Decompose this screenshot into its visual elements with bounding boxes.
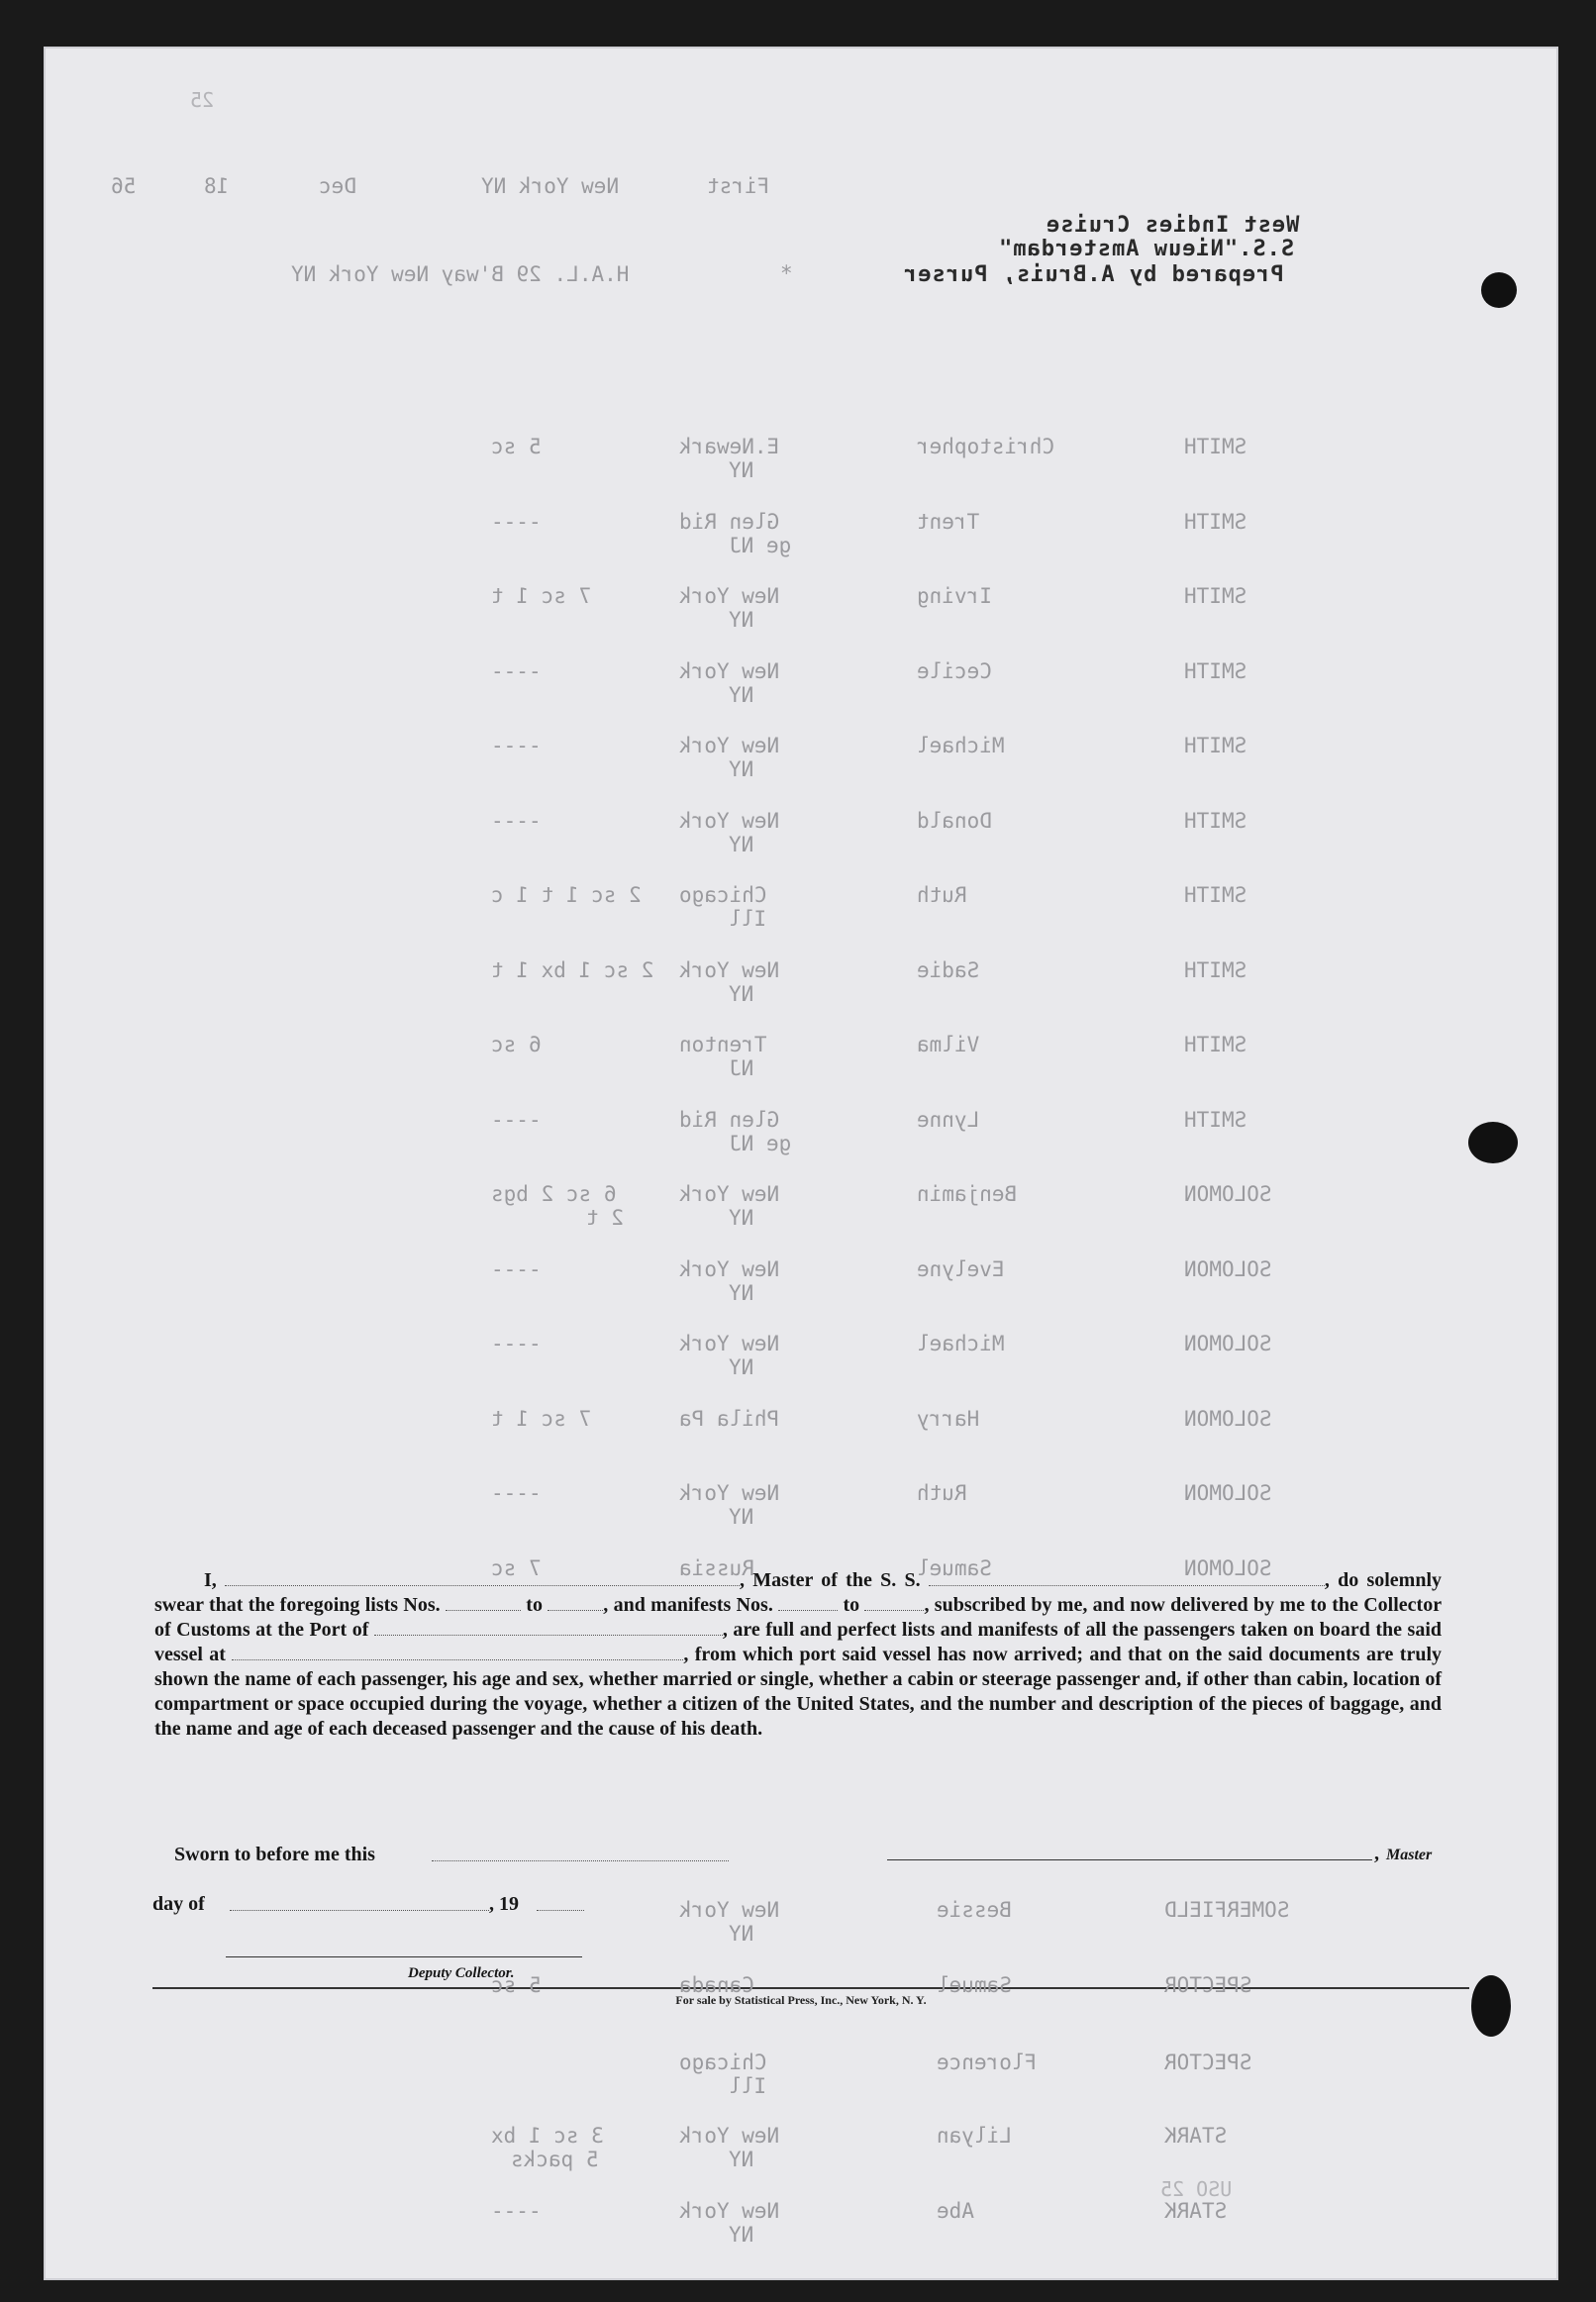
passenger-surname: SOMERFIELD — [1164, 1898, 1290, 1922]
passenger-state: NY — [729, 1206, 754, 1230]
passenger-surname: SMITH — [1184, 883, 1247, 907]
passenger-state: NY — [729, 608, 754, 632]
passenger-state: ge NJ — [729, 1132, 792, 1155]
passenger-baggage-extra: 2 t — [586, 1206, 624, 1230]
oath-subscribed: , subscribed by me, and now — [924, 1594, 1165, 1616]
passenger-baggage: ---- — [491, 2199, 542, 2223]
passenger-state: NY — [729, 458, 754, 482]
passenger-city: New York — [679, 1332, 780, 1355]
passenger-state: NY — [729, 2223, 754, 2247]
oath-solemnly: , do solemnly — [1324, 1569, 1443, 1591]
oath-i: I, — [204, 1569, 217, 1591]
passenger-given-name: Cecile — [917, 659, 992, 683]
asterisk: * — [780, 261, 793, 285]
passenger-baggage: 7 sc 1 t — [491, 584, 592, 608]
oath-master-of: , Master of the S. S. — [740, 1569, 921, 1591]
manifests-from-field[interactable] — [778, 1596, 838, 1611]
passenger-state: NY — [729, 757, 754, 781]
passenger-given-name: Ruth — [917, 883, 967, 907]
ship-name: S.S."Nieuw Amsterdam" — [998, 237, 1295, 261]
passenger-given-name: Donald — [917, 809, 992, 833]
passenger-baggage: 5 sc — [491, 1973, 542, 1997]
passenger-surname: SMITH — [1184, 958, 1247, 982]
passenger-baggage: ---- — [491, 1332, 542, 1355]
passenger-given-name: Trent — [917, 510, 980, 534]
document-page: 25 First New York NY Dec 18 56 West Indies Cruise S.S."Nieuw Amsterdam" Prepared by A.Bruis, Purser * H.A.L. 29 B'way New York NY USO 25 I, , Master of the S. S. , do solemnly swear that the foregoing lists Nos. to , and manifests Nos. to , subscribed by me, and now delivered by me to the Collector of Customs at the Port of , are full and perfect lists and manifests of all the passengers taken on board the said vessel at , from which port said vessel has now arrived; and that on the said documents are truly shown the name of each passenger, his age and sex, whether married or single, whether a cabin or steerage passenger and, if other than cabin, location of compartment or space occupied during the voyage, whether a citizen of the United States, and the number and description of the pieces of baggage, and the name and age of each deceased passenger and the cause of his death. Sworn to before me this , Master day of , 19 Deputy Collector. For sale by Statistical Press, Inc., New York, N. Y. SMITH Christopher E.Newark NY 5 sc SMITH Trent Glen Rid ge NJ ---- SMITH Irving New York NY 7 sc 1 t SMITH Cecile New York NY ---- SMITH Michael New York NY ---- SMITH Donald New York NY ---- SMITH Ruth Chicago Ill 2 sc 1 t 1 c SMITH Sadie New York NY 2 sc 1 bx 1 t SMITH Vilma Trenton NJ 6 sc SMITH Lynne Glen Rid ge NJ ---- SOLOMON Benjamin New York NY 6 sc 2 bgs 2 t SOLOMON Evelyne New York NY ---- SOLOMON Michael New York NY ---- SOLOMON Harry Phila Pa 7 sc 1 t SOLOMON Ruth New York NY ---- SOLOMON Samuel Russia 7 sc SOMERFIELD Bessie New York NY SPECTOR Samuel Canada 5 sc SPECTOR Florence Chicago Ill STARK Lilyan New York NY 3 sc 1 bx 5 packs STARK Abe New York NY ---- — [44, 47, 1558, 2280]
oath-paragraph — [154, 1568, 1442, 1742]
passenger-surname: STARK — [1164, 2199, 1228, 2223]
passenger-baggage: 2 sc 1 bx 1 t — [491, 958, 654, 982]
cruise-title: West Indies Cruise — [1046, 213, 1300, 238]
passenger-surname: SMITH — [1184, 510, 1247, 534]
date-month: Dec — [319, 174, 356, 198]
passenger-baggage: ---- — [491, 1108, 542, 1132]
passenger-surname: SMITH — [1184, 734, 1247, 757]
passenger-state: NY — [729, 1281, 754, 1305]
passenger-given-name: Ruth — [917, 1481, 967, 1505]
passenger-given-name: Samuel — [937, 1973, 1012, 1997]
date-port: New York NY — [481, 174, 620, 198]
passenger-surname: SOLOMON — [1184, 1332, 1272, 1355]
oath-to-1: to — [526, 1594, 543, 1616]
passenger-surname: SMITH — [1184, 1108, 1247, 1132]
printer-footer: For sale by Statistical Press, Inc., New York, N. Y. — [675, 1993, 927, 2007]
passenger-given-name: Sadie — [917, 958, 980, 982]
passenger-city: Canada — [679, 1973, 754, 1997]
passenger-surname: SPECTOR — [1164, 1973, 1252, 1997]
sworn-day-field[interactable] — [432, 1860, 729, 1861]
footer-rule — [152, 1987, 1469, 1989]
passenger-baggage: ---- — [491, 809, 542, 833]
passenger-state: NY — [729, 1922, 754, 1946]
passenger-given-name: Samuel — [917, 1556, 992, 1580]
passenger-baggage: ---- — [491, 1481, 542, 1505]
punch-hole-top — [1481, 272, 1517, 308]
passenger-city: New York — [679, 958, 780, 982]
passenger-state: Ill — [729, 907, 766, 931]
passenger-surname: SPECTOR — [1164, 2051, 1252, 2074]
passenger-baggage: 3 sc 1 bx — [491, 2124, 604, 2148]
passenger-baggage: 7 sc — [491, 1556, 542, 1580]
passenger-city: New York — [679, 1898, 780, 1922]
passenger-given-name: Florence — [937, 2051, 1038, 2074]
passenger-given-name: Michael — [917, 1332, 1005, 1355]
year-label: , 19 — [489, 1893, 519, 1915]
punch-hole-middle — [1468, 1122, 1518, 1163]
passenger-surname: STARK — [1164, 2124, 1228, 2148]
passenger-state: NJ — [729, 1056, 754, 1080]
passenger-given-name: Benjamin — [917, 1182, 1018, 1206]
oath-lists-nos: swear that the foregoing lists Nos. — [154, 1594, 441, 1616]
passenger-given-name: Vilma — [917, 1033, 980, 1056]
oath-manifests-nos: , and manifests Nos. — [603, 1594, 773, 1616]
passenger-baggage: ---- — [491, 1257, 542, 1281]
passenger-state: Ill — [729, 2074, 766, 2098]
passenger-city: Glen Rid — [679, 1108, 780, 1132]
passenger-surname: SMITH — [1184, 584, 1247, 608]
deputy-signature-line[interactable] — [226, 1956, 582, 1957]
master-name-field[interactable] — [225, 1571, 740, 1586]
passenger-given-name: Christopher — [917, 435, 1055, 458]
passenger-city: Russia — [679, 1556, 754, 1580]
bottom-number: USO 25 — [1160, 2177, 1233, 2201]
oath-to-2: to — [843, 1594, 860, 1616]
passenger-surname: SMITH — [1184, 659, 1247, 683]
passenger-state: NY — [729, 2148, 754, 2171]
passenger-city: Chicago — [679, 883, 767, 907]
deputy-collector-label: Deputy Collector. — [408, 1965, 515, 1981]
oath-full-perfect: , are full and perfect lists and — [722, 1619, 973, 1641]
passenger-given-name: Evelyne — [917, 1257, 1005, 1281]
oath-from-which: , from which — [683, 1644, 794, 1665]
address: H.A.L. 29 B'way New York NY — [291, 262, 630, 286]
passenger-given-name: Michael — [917, 734, 1005, 757]
passenger-city: Chicago — [679, 2051, 767, 2074]
manifests-to-field[interactable] — [864, 1596, 924, 1611]
passenger-city: New York — [679, 2199, 780, 2223]
oath-collector: delivered by me to the Collector of Customs at the Port of — [154, 1594, 1443, 1641]
passenger-city: New York — [679, 1481, 780, 1505]
passenger-surname: SOLOMON — [1184, 1182, 1272, 1206]
date-day: 18 — [204, 174, 230, 198]
passenger-baggage: 7 sc 1 t — [491, 1407, 592, 1431]
passenger-city: Glen Rid — [679, 510, 780, 534]
passenger-baggage: ---- — [491, 510, 542, 534]
passenger-city: New York — [679, 809, 780, 833]
passenger-city: New York — [679, 659, 780, 683]
lists-to-field[interactable] — [548, 1596, 603, 1611]
year-field[interactable] — [537, 1910, 584, 1911]
embark-port-field[interactable] — [232, 1646, 683, 1660]
passenger-baggage: 2 sc 1 t 1 c — [491, 883, 642, 907]
passenger-baggage: 6 sc 2 bgs — [491, 1182, 617, 1206]
passenger-baggage: ---- — [491, 659, 542, 683]
passenger-city: New York — [679, 1257, 780, 1281]
passenger-given-name: Harry — [917, 1407, 980, 1431]
passenger-state: NY — [729, 982, 754, 1006]
day-of-field[interactable] — [230, 1910, 489, 1911]
passenger-state: NY — [729, 833, 754, 856]
day-of-label: day of — [152, 1893, 205, 1915]
passenger-given-name: Irving — [917, 584, 992, 608]
passenger-baggage: ---- — [491, 734, 542, 757]
port-field[interactable] — [374, 1621, 723, 1636]
passenger-surname: SMITH — [1184, 1033, 1247, 1056]
passenger-city: New York — [679, 2124, 780, 2148]
master-label: Master — [1386, 1847, 1433, 1863]
passenger-city: Phila Pa — [679, 1407, 780, 1431]
passenger-state: ge NJ — [729, 534, 792, 557]
passenger-surname: SMITH — [1184, 435, 1247, 458]
passenger-state: NY — [729, 1505, 754, 1529]
oath-body: port said vessel has now arrived; and that on the said documents are truly shown the name of each passenger, his age and sex, whether married or single, whether a cabin or steerage passenger and, if other than cabin, location of compartment or space occupied during the voyage, whether a citizen of the United States, and the number and description of the pieces of baggage, and the name and age of each deceased passenger and the cause of his death. — [154, 1644, 1443, 1740]
passenger-surname: SOLOMON — [1184, 1407, 1272, 1431]
preparer: Prepared by A.Bruis, Purser — [903, 262, 1284, 287]
passenger-given-name: Lilyan — [937, 2124, 1012, 2148]
passenger-baggage: 5 sc — [491, 435, 542, 458]
passenger-given-name: Abe — [937, 2199, 974, 2223]
passenger-city: New York — [679, 734, 780, 757]
top-left-number: 25 — [190, 88, 215, 112]
date-first: First — [707, 174, 770, 198]
passenger-surname: SMITH — [1184, 809, 1247, 833]
passenger-state: NY — [729, 683, 754, 707]
date-year: 56 — [111, 174, 137, 198]
passenger-surname: SOLOMON — [1184, 1257, 1272, 1281]
passenger-city: Trenton — [679, 1033, 767, 1056]
passenger-surname: SOLOMON — [1184, 1481, 1272, 1505]
passenger-given-name: Bessie — [937, 1898, 1012, 1922]
passenger-city: E.Newark — [679, 435, 780, 458]
passenger-baggage-extra: 5 packs — [511, 2148, 599, 2171]
passenger-baggage: 6 sc — [491, 1033, 542, 1056]
passenger-city: New York — [679, 584, 780, 608]
oath-taken-on-board: manifests of all the passengers taken on board the said vessel at — [154, 1619, 1443, 1665]
passenger-city: New York — [679, 1182, 780, 1206]
lists-from-field[interactable] — [446, 1596, 521, 1611]
passenger-state: NY — [729, 1355, 754, 1379]
passenger-given-name: Lynne — [917, 1108, 980, 1132]
passenger-surname: SOLOMON — [1184, 1556, 1272, 1580]
sworn-label: Sworn to before me this — [174, 1844, 375, 1865]
master-signature-line[interactable] — [887, 1859, 1372, 1860]
